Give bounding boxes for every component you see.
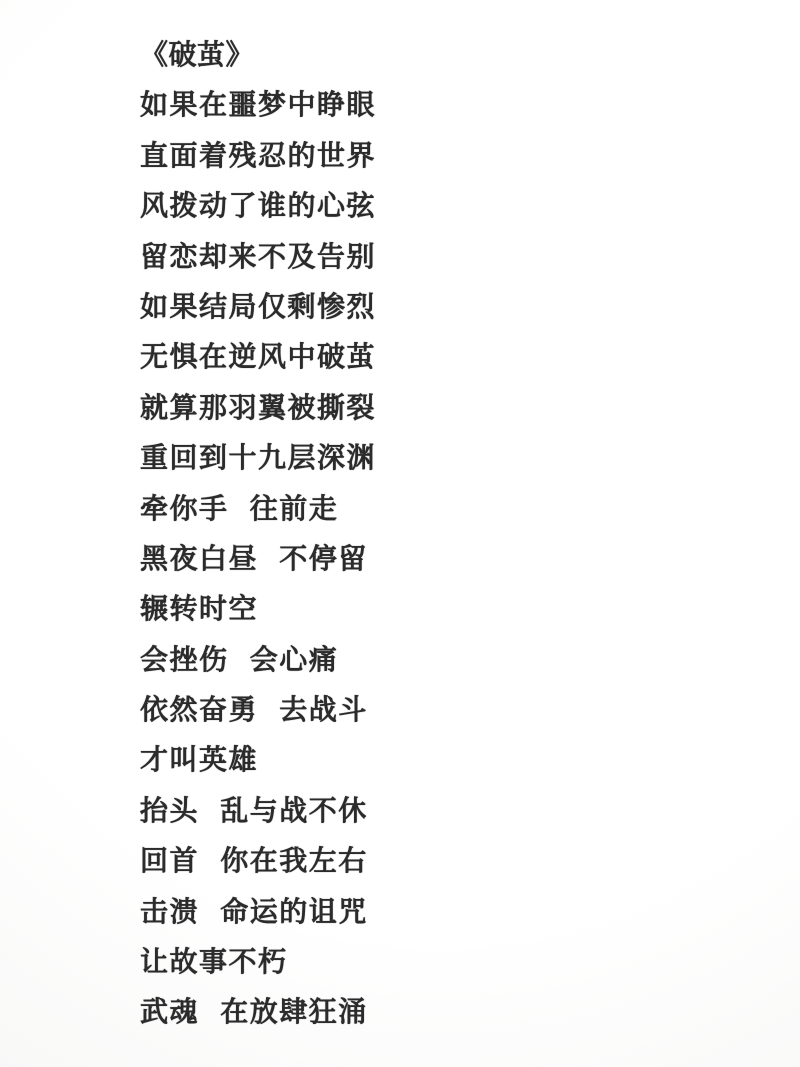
lyric-line: 就算那羽翼被撕裂 <box>140 390 377 424</box>
lyric-line: 会挫伤 会心痛 <box>140 642 339 676</box>
lyric-line: 如果在噩梦中睁眼 <box>140 88 377 122</box>
lyric-line: 无惧在逆风中破茧 <box>140 340 377 374</box>
lyric-line: 才叫英雄 <box>140 743 259 777</box>
lyric-line: 黑夜白昼 不停留 <box>140 541 368 575</box>
lyric-line: 回首 你在我左右 <box>140 844 368 878</box>
song-title: 《破茧》 <box>140 38 255 71</box>
lyric-line: 击溃 命运的诅咒 <box>140 894 368 928</box>
lyric-line: 武魂 在放肆狂涌 <box>140 995 368 1029</box>
lyrics-lines <box>140 80 800 1037</box>
lyric-line: 直面着残忍的世界 <box>140 138 377 172</box>
lyric-line: 辗转时空 <box>140 592 259 626</box>
lyric-line: 风拨动了谁的心弦 <box>140 189 377 223</box>
lyric-line: 让故事不朽 <box>140 945 288 979</box>
lyric-line: 留恋却来不及告别 <box>140 239 377 273</box>
lyric-line: 抬头 乱与战不休 <box>140 793 368 827</box>
lyric-line: 牵你手 往前走 <box>140 491 339 525</box>
lyric-line: 重回到十九层深渊 <box>140 441 377 475</box>
lyric-line: 依然奋勇 去战斗 <box>140 693 368 727</box>
lyric-line: 如果结局仅剩惨烈 <box>140 289 377 323</box>
